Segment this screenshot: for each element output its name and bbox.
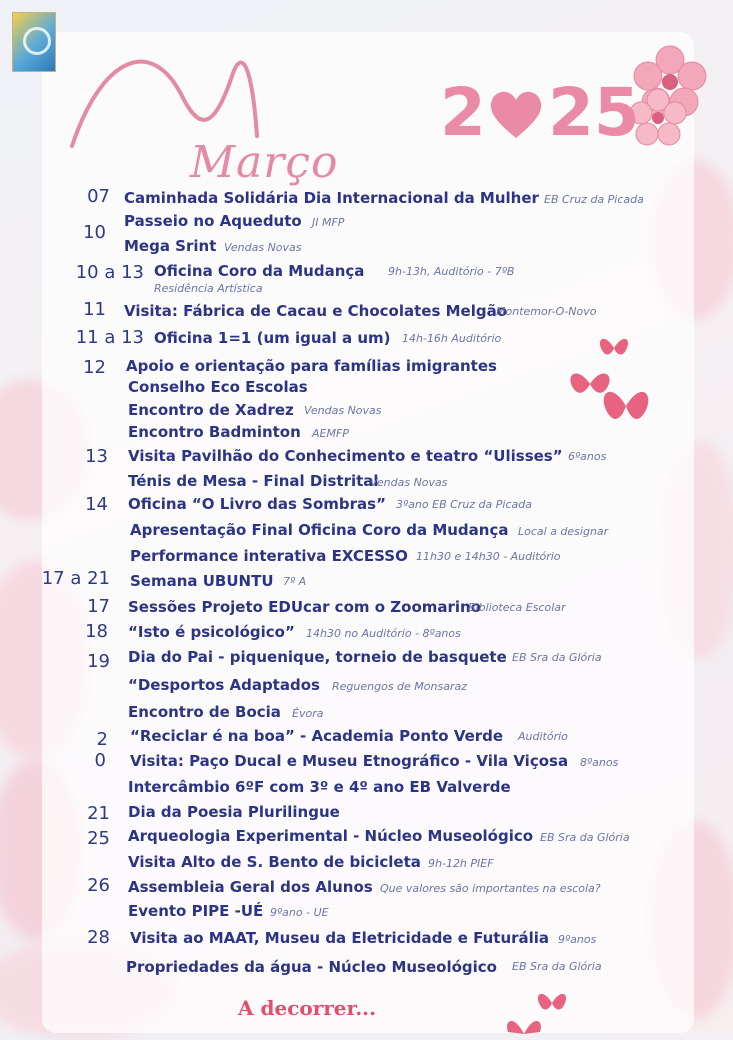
event-title: “Reciclar é na boa” - Academia Ponto Verde <box>130 727 504 745</box>
event-note: EB Sra da Glória <box>512 960 602 973</box>
event-title: Arqueologia Experimental - Núcleo Museológico <box>128 827 534 845</box>
event-date: 18 <box>85 621 108 642</box>
event-note: Reguengos de Monsaraz <box>332 680 467 693</box>
event-note: EB Sra da Glória <box>540 831 630 844</box>
event-note: Residência Artística <box>154 282 263 295</box>
event-date: 17 <box>87 596 110 617</box>
event-note: 8ºanos <box>580 756 619 769</box>
event-title: Intercâmbio 6ºF com 3º e 4º ano EB Valverde <box>128 778 511 796</box>
event-note: 9ºanos <box>558 933 597 946</box>
heart-icon <box>488 88 544 140</box>
event-title: Passeio no Aqueduto <box>124 212 302 230</box>
event-note: 9ºano - UE <box>270 906 329 919</box>
event-date: 11 a 13 <box>75 327 144 348</box>
event-date: 17 a 21 <box>41 568 110 589</box>
ongoing-label: A decorrer... <box>238 996 377 1020</box>
event-date: 10 a 13 <box>75 262 144 283</box>
month-title: Março <box>190 137 339 188</box>
event-date: 0 <box>94 750 106 771</box>
event-date: 12 <box>83 357 106 378</box>
event-title: Oficina “O Livro das Sombras” <box>128 495 386 513</box>
event-title: Visita: Fábrica de Cacau e Chocolates Melgão <box>124 302 507 320</box>
event-note: Vendas Novas <box>224 241 302 254</box>
event-date: 11 <box>83 299 106 320</box>
event-title: Propriedades da água - Núcleo Museológico <box>126 958 497 976</box>
event-note: Auditório <box>518 730 568 743</box>
event-note: Vendas Novas <box>370 476 448 489</box>
page-title <box>190 96 338 192</box>
event-date: 10 <box>83 222 106 243</box>
butterfly-icon <box>598 378 654 434</box>
event-note: 3ºano EB Cruz da Picada <box>396 498 532 511</box>
event-title: Conselho Eco Escolas <box>128 378 308 396</box>
event-title: Visita ao MAAT, Museu da Eletricidade e Futurália <box>130 929 550 947</box>
event-note: 6ºanos <box>568 450 607 463</box>
year-digits: 25 <box>547 74 640 151</box>
butterfly-icon <box>504 1014 544 1034</box>
event-note: 9h-12h PIEF <box>428 857 494 870</box>
event-title: “Isto é psicológico” <box>128 623 295 641</box>
event-date: 19 <box>87 651 110 672</box>
event-date: 21 <box>87 803 110 824</box>
event-note: Évora <box>292 707 324 720</box>
event-note: Local a designar <box>518 525 609 538</box>
event-note: Vendas Novas <box>304 404 382 417</box>
event-date: 25 <box>87 828 110 849</box>
year-digit: 2 <box>440 74 486 151</box>
event-title: Ténis de Mesa - Final Distrital <box>128 472 379 490</box>
event-title: Encontro de Xadrez <box>128 401 294 419</box>
event-note: 9h-13h, Auditório - 7ºB <box>388 265 515 278</box>
event-date: 2 <box>96 729 108 750</box>
event-note: EB Sra da Glória <box>512 651 602 664</box>
event-title: Visita Alto de S. Bento de bicicleta <box>128 853 421 871</box>
event-title: Semana UBUNTU <box>130 572 274 590</box>
event-note: 14h30 no Auditório - 8ºanos <box>306 627 461 640</box>
butterfly-icon <box>596 330 632 366</box>
event-title: Sessões Projeto EDUcar com o Zoomarino <box>128 598 482 616</box>
event-title: Caminhada Solidária Dia Internacional da Mulher <box>124 189 539 207</box>
event-title: Dia do Pai - piquenique, torneio de basquete <box>128 648 507 666</box>
event-title: Oficina 1=1 (um igual a um) <box>154 329 391 347</box>
event-note: Montemor-O-Novo <box>496 305 597 318</box>
event-note: Biblioteca Escolar <box>468 601 566 614</box>
event-date: 14 <box>85 494 108 515</box>
event-title: Visita Pavilhão do Conhecimento e teatro “Ulisses” <box>128 447 563 465</box>
event-title: Encontro Badminton <box>128 423 301 441</box>
event-note: AEMFP <box>312 427 349 440</box>
event-date: 26 <box>87 875 110 896</box>
event-date: 28 <box>87 927 110 948</box>
event-title: Assembleia Geral dos Alunos <box>128 878 373 896</box>
event-title: Visita: Paço Ducal e Museu Etnográfico - Vila Viçosa <box>130 752 569 770</box>
event-date: 13 <box>85 446 108 467</box>
event-note: 7º A <box>283 575 307 588</box>
event-note: Que valores são importantes na escola? <box>380 882 601 895</box>
event-title: Apoio e orientação para famílias imigrantes <box>126 357 497 375</box>
event-note: JI MFP <box>312 216 345 229</box>
event-title: Performance interativa EXCESSO <box>130 547 408 565</box>
event-title: “Desportos Adaptados <box>128 676 320 694</box>
event-title: Encontro de Bocia <box>128 703 281 721</box>
event-title: Oficina Coro da Mudança <box>154 262 365 280</box>
event-note: EB Cruz da Picada <box>544 193 644 206</box>
event-title: Apresentação Final Oficina Coro da Mudança <box>130 521 509 539</box>
event-title: Evento PIPE -UÉ <box>128 902 264 920</box>
event-note: 11h30 e 14h30 - Auditório <box>416 550 561 563</box>
event-title: Mega Srint <box>124 237 217 255</box>
school-logo <box>12 12 56 72</box>
event-title: Dia da Poesia Plurilingue <box>128 803 340 821</box>
event-note: 14h-16h Auditório <box>402 332 502 345</box>
event-date: 07 <box>87 186 110 207</box>
